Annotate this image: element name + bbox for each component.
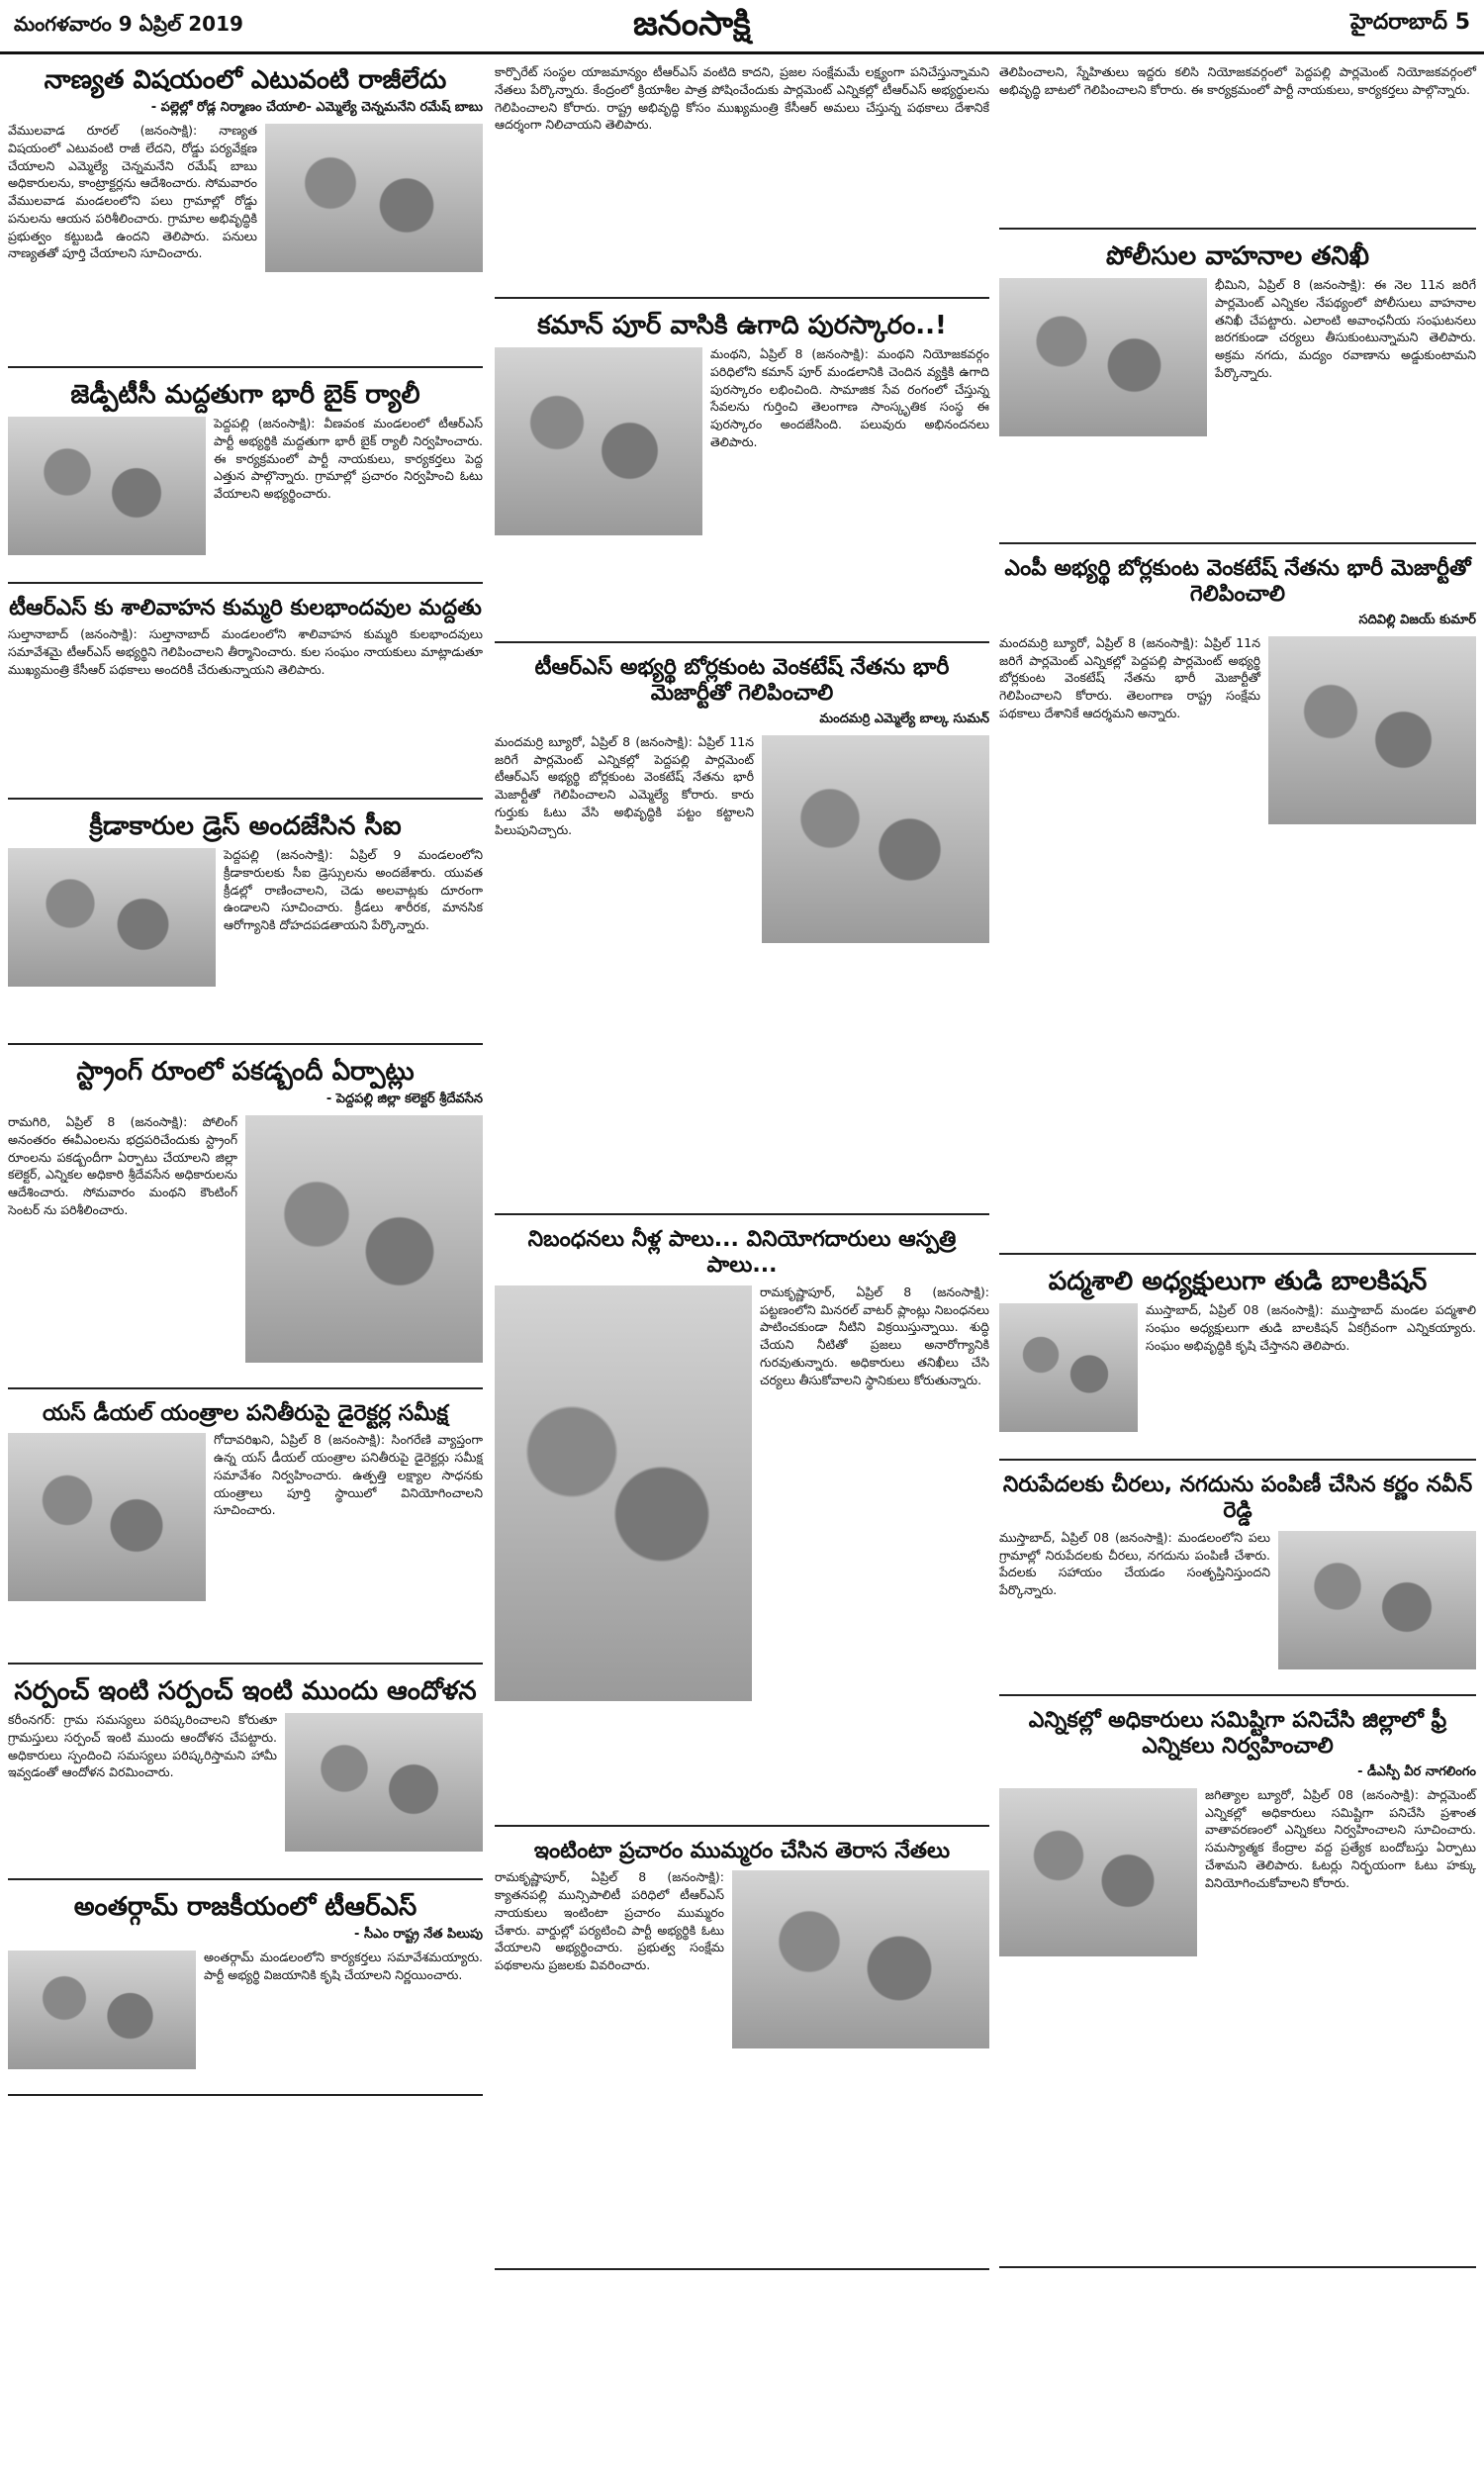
article-body: కార్పొరేట్ సంస్థల యాజమాన్యం టీఆర్ఎస్ వంటిది కాదని, ప్రజల సంక్షేమమే లక్ష్యంగా పనిచేస్తున్నామని నేతలు పేర్కొన్నారు. కేంద్రంలో క్రియాశీల పాత్ర పోషించేందుకు పార్లమెంట్ ఎన్నికల్లో టీఆర్ఎస్ అభ్యర్థులను గెలిపించాలని కోరారు. రాష్ట్ర అభివృద్ధి కోసం ముఖ్యమంత్రి కేసీఆర్ అమలు చేస్తున్న పథకాలు దేశానికే ఆదర్శంగా నిలిచాయని తెలిపారు. [495, 64, 989, 133]
article-body: మందమర్రి బ్యూరో, ఏప్రిల్ 8 (జనంసాక్షి): ఏప్రిల్ 11న జరిగే పార్లమెంట్ ఎన్నికల్లో పెద్దపల్లి పార్లమెంట్ అభ్యర్థి బోర్లకుంట వెంకటేష్ నేతను భారీ మెజార్టీతో గెలిపించాలని కోరారు. తెలంగాణ రాష్ట్ర సంక్షేమ పథకాలు దేశానికే ఆదర్శమని అన్నారు. [999, 634, 1260, 720]
article-body: గోదావరిఖని, ఏప్రిల్ 8 (జనంసాక్షి): సింగరేణి వ్యాప్తంగా ఉన్న యస్ డీయల్ యంత్రాల పనితీరుపై డైరెక్టర్లు సమీక్ష సమావేశం నిర్వహించారు. ఉత్పత్తి లక్ష్యాల సాధనకు యంత్రాలు పూర్తి స్థాయిలో వినియోగించాలని సూచించారు. [214, 1432, 483, 1518]
article [8, 1395, 483, 1665]
article [999, 1467, 1476, 1696]
article-photo [1278, 1531, 1476, 1669]
article-headline: ఎన్నికల్లో అధికారులు సమిష్టిగా పనిచేసి జిల్లాలో ఫ్రీ ఎన్నికలు నిర్వహించాలి [1028, 1708, 1447, 1760]
article [8, 806, 483, 1045]
article [495, 1833, 989, 2270]
article [8, 1670, 483, 1880]
article-headline: నిబంధనలు నీళ్ల పాలు... వినియోగదారులు ఆస్పత్రి పాలు... [527, 1227, 957, 1279]
article-body: కరీంనగర్: గ్రామ సమస్యలు పరిష్కరించాలని కోరుతూ గ్రామస్తులు సర్పంచ్ ఇంటి ముందు ఆందోళన చేపట్టారు. అధికారులు స్పందించి సమస్యలు పరిష్కరిస్తామని హామీ ఇవ్వడంతో ఆందోళన విరమించారు. [8, 1712, 277, 1780]
article-photo [1268, 636, 1476, 824]
article-photo [495, 1285, 752, 1701]
article-body: సుల్తానాబాద్ (జనంసాక్షి): సుల్తానాబాద్ మండలంలోని శాలివాహన కుమ్మరి కులభాందవులు సమావేశమై టీఆర్ఎస్ అభ్యర్థిని గెలిపించాలని తీర్మానించారు. కుల సంఘం నాయకులు మాట్లాడుతూ ముఖ్యమంత్రి కేసీఆర్ పథకాలు అందరికీ చేరుతున్నాయని తెలిపారు. [8, 626, 483, 677]
article-body: వేములవాడ రూరల్ (జనంసాక్షి): నాణ్యత విషయంలో ఎటువంటి రాజీ లేదని, రోడ్డు పర్యవేక్షణ చేయాలని ఎమ్మెల్యే చెన్నమనేని రమేష్ బాబు అధికారులను, కాంట్రాక్టర్లను ఆదేశించారు. సోమవారం వేములవాడ మండలంలోని పలు గ్రామాల్లో రోడ్డు పనులను ఆయన పరిశీలించారు. గ్రామాల అభివృద్ధికి ప్రభుత్వం కట్టుబడి ఉందని తెలిపారు. పనులు నాణ్యతతో పూర్తి చేయాలని సూచించారు. [8, 123, 257, 261]
article-subhead: - పెద్దపల్లి జిల్లా కలెక్టర్ శ్రీదేవసేన [325, 1092, 483, 1107]
article-headline: ఎంపీ అభ్యర్థి బోర్లకుంట వెంకటేష్ నేతను భారీ మెజార్టీతో గెలిపించాలి [1004, 556, 1471, 608]
article [999, 59, 1476, 230]
article-headline: టీఆర్ఎస్ అభ్యర్థి బోర్లకుంట వెంకటేష్ నేతను భారీ మెజార్టీతో గెలిపించాలి [534, 655, 950, 707]
article-headline: టీఆర్ఎస్ కు శాలివాహన కుమ్మరి కులభాందవుల మద్దతు [9, 596, 482, 620]
article-photo [8, 848, 216, 987]
article-photo [8, 1951, 196, 2069]
article [999, 236, 1476, 544]
article-body: రామగిరి, ఏప్రిల్ 8 (జనంసాక్షి): పోలింగ్ అనంతరం ఈవీఎంలను భద్రపరిచేందుకు స్ట్రాంగ్ రూంలను పకడ్బందీగా ఏర్పాటు చేయాలని జిల్లా కలెక్టర్, ఎన్నికల అధికారి శ్రీదేవసేన అధికారులను ఆదేశించారు. సోమవారం మంథని కౌంటింగ్ సెంటర్ ను పరిశీలించారు. [8, 1114, 237, 1217]
article-photo [495, 347, 702, 535]
article [8, 590, 483, 800]
column-2 [495, 59, 989, 2276]
article [8, 59, 483, 368]
masthead [0, 0, 1484, 54]
article-body: అంతర్గామ్ మండలంలోని కార్యకర్తలు సమావేశమయ్యారు. పార్టీ అభ్యర్థి విజయానికి కృషి చేయాలని నిర్ణయించారు. [204, 1950, 483, 1982]
article-headline: నాణ్యత విషయంలో ఎటువంటి రాజీలేదు [44, 65, 447, 95]
article-body: పెద్దపల్లి (జనంసాక్షి): వీణవంక మండలంలో టీఆర్ఎస్ పార్టీ అభ్యర్థికి మద్దతుగా భారీ బైక్ ర్యాలీ నిర్వహించారు. ఈ కార్యక్రమంలో పార్టీ నాయకులు, కార్యకర్తలు పెద్ద ఎత్తున పాల్గొన్నారు. గ్రామాల్లో ప్రచారం నిర్వహించి ఓటు వేయాలని అభ్యర్థించారు. [214, 416, 483, 502]
article [495, 1221, 989, 1827]
article-headline: యస్ డీయల్ యంత్రాల పనితీరుపై డైరెక్టర్ల సమీక్ష [43, 1401, 448, 1426]
article-subhead: మందమర్రి ఎమ్మెల్యే బాల్క సుమన్ [819, 711, 989, 726]
page-number: 5 [1454, 10, 1470, 35]
article [8, 374, 483, 584]
article-body: భీమిని, ఏప్రిల్ 8 (జనంసాక్షి): ఈ నెల 11న జరిగే పార్లమెంట్ ఎన్నికల నేపథ్యంలో పోలీసులు వాహనాల తనిఖీ చేపట్టారు. ఎలాంటి అవాంఛనీయ సంఘటనలు జరగకుండా చర్యలు తీసుకుంటున్నామని తెలిపారు. అక్రమ నగదు, మద్యం రవాణాను అడ్డుకుంటామని పేర్కొన్నారు. [1215, 277, 1476, 380]
article-body: మందమర్రి బ్యూరో, ఏప్రిల్ 8 (జనంసాక్షి): ఏప్రిల్ 11న జరిగే పార్లమెంట్ ఎన్నికల్లో పెద్దపల్లి పార్లమెంట్ టీఆర్ఎస్ అభ్యర్థి బోర్లకుంట వెంకటేష్ నేతను భారీ మెజార్టీతో గెలిపించాలని ఎమ్మెల్యే కోరారు. కారు గుర్తుకు ఓటు వేసి అభివృద్ధికి పట్టం కట్టాలని పిలుపునిచ్చారు. [495, 733, 754, 837]
edition-city: హైదరాబాద్ 5 [1350, 10, 1470, 35]
article [999, 550, 1476, 1255]
article-headline: పద్మశాలి అధ్యక్షులుగా తుడి బాలకిషన్ [1048, 1267, 1428, 1296]
article-headline: జెడ్పీటీసీ మద్దతుగా భారీ బైక్ ర్యాలీ [70, 380, 420, 410]
article-headline: సర్పంచ్ ఇంటి సర్పంచ్ ఇంటి ముందు ఆందోళన [14, 1676, 477, 1706]
article-photo [8, 417, 206, 555]
article-subhead: - సీఎం రాష్ట్ర నేత పిలుపు [354, 1927, 483, 1943]
article-body: మంథని, ఏప్రిల్ 8 (జనంసాక్షి): మంథని నియోజకవర్గం పరిధిలోని కమాన్ పూర్ మండలానికి చెందిన వ్యక్తికి ఉగాది పురస్కారం లభించింది. సామాజిక సేవ రంగంలో చేస్తున్న సేవలను గుర్తించి తెలంగాణ సాంస్కృతిక సంస్థ ఈ పురస్కారం అందజేసింది. పలువురు అభినందనలు తెలిపారు. [710, 346, 989, 449]
article-photo [285, 1713, 483, 1852]
article-headline: నిరుపేదలకు చీరలు, నగదును పంపిణీ చేసిన కర్ణం నవీన్ రెడ్డి [1002, 1473, 1473, 1524]
article-body: ముస్తాబాద్, ఏప్రిల్ 08 (జనంసాక్షి): ముస్తాబాద్ మండల పద్మశాలి సంఘం అధ్యక్షులుగా తుడి బాలకిషన్ ఏకగ్రీవంగా ఎన్నికయ్యారు. సంఘం అభివృద్ధికి కృషి చేస్తానని తెలిపారు. [1146, 1302, 1476, 1353]
article-photo [732, 1870, 989, 2048]
article-headline: ఇంటింటా ప్రచారం ముమ్మరం చేసిన తెరాస నేతలు [533, 1839, 951, 1863]
issue-date: మంగళవారం 9 ఏప్రిల్ 2019 [14, 12, 243, 36]
article-photo [999, 1788, 1197, 1956]
article-photo [245, 1115, 483, 1363]
column-3 [999, 59, 1476, 2274]
article [8, 1886, 483, 2096]
article-headline: కమాన్ పూర్ వాసికి ఉగాది పురస్కారం..! [537, 311, 947, 340]
article-body: తెలిపించాలని, స్నేహితులు ఇద్దరు కలిసి నియోజకవర్గంలో పెద్దపల్లి పార్లమెంట్ నియోజకవర్గంలో అభివృద్ధి బాటలో గెలిపించాలని కోరారు. ఈ కార్యక్రమంలో పార్టీ నాయకులు, కార్యకర్తలు పాల్గొన్నారు. [999, 64, 1476, 97]
article-subhead: - పల్లెల్లో రోడ్ల నిర్మాణం చేయాలి- ఎమ్మెల్యే చెన్నమనేని రమేష్ బాబు [150, 100, 483, 116]
article [495, 59, 989, 299]
article [495, 305, 989, 643]
article-subhead: - డీఎస్పీ వీర నాగలింగం [1357, 1763, 1476, 1779]
article-photo [8, 1433, 206, 1601]
article-headline: పోలీసుల వాహనాల తనిఖీ [1105, 241, 1370, 271]
article-body: రామకృష్ణాపూర్, ఏప్రిల్ 8 (జనంసాక్షి): పట్టణంలోని మినరల్ వాటర్ ప్లాంట్లు నిబంధనలు పాటించకుండా నీటిని విక్రయిస్తున్నాయి. శుద్ధి చేయని నీటితో ప్రజలు అనారోగ్యానికి గురవుతున్నారు. అధికారులు తనిఖీలు చేసి చర్యలు తీసుకోవాలని స్థానికులు కోరుతున్నారు. [760, 1284, 989, 1387]
article-photo [999, 278, 1207, 436]
article-photo [999, 1303, 1138, 1432]
column-1 [8, 59, 483, 2102]
article [999, 1261, 1476, 1461]
article-photo [762, 735, 989, 943]
article-body: రామకృష్ణాపూర్, ఏప్రిల్ 8 (జనంసాక్షి): క్యాతనపల్లి మున్సిపాలిటీ పరిధిలో టీఆర్ఎస్ నాయకులు ఇంటింటా ప్రచారం ముమ్మరం చేశారు. వార్డుల్లో పర్యటించి పార్టీ అభ్యర్థికి ఓటు వేయాలని అభ్యర్థించారు. ప్రభుత్వ సంక్షేమ పథకాలను ప్రజలకు వివరించారు. [495, 1869, 724, 1973]
article-body: జగిత్యాల బ్యూరో, ఏప్రిల్ 08 (జనంసాక్షి): పార్లమెంట్ ఎన్నికల్లో అధికారులు సమిష్టిగా పనిచేసి ప్రశాంత వాతావరణంలో ఎన్నికలు నిర్వహించాలని సూచించారు. సమస్యాత్మక కేంద్రాల వద్ద ప్రత్యేక బందోబస్తు ఏర్పాటు చేశామని తెలిపారు. ఓటర్లు నిర్భయంగా ఓటు హక్కు వినియోగించుకోవాలని కోరారు. [1205, 1786, 1476, 1890]
article [8, 1051, 483, 1389]
article-headline: స్ట్రాంగ్ రూంలో పకడ్బందీ ఏర్పాట్లు [76, 1057, 415, 1087]
article-body: పెద్దపల్లి (జనంసాక్షి): ఏప్రిల్ 9 మండలంలోని క్రీడాకారులకు సీఐ డ్రెస్సులను అందజేశారు. యువత క్రీడల్లో రాణించాలని, చెడు అలవాట్లకు దూరంగా ఉండాలని సూచించారు. క్రీడలు శారీరక, మానసిక ఆరోగ్యానికి దోహదపడతాయని పేర్కొన్నారు. [224, 847, 483, 933]
article-photo [265, 124, 483, 272]
article-headline: క్రీడాకారుల డ్రెస్ అందజేసిన సీఐ [89, 811, 402, 841]
article [495, 649, 989, 1215]
article-body: ముస్తాబాద్, ఏప్రిల్ 08 (జనంసాక్షి): మండలంలోని పలు గ్రామాల్లో నిరుపేదలకు చీరలు, నగదును పంపిణీ చేశారు. పేదలకు సహాయం చేయడం సంతృప్తినిస్తుందని పేర్కొన్నారు. [999, 1529, 1270, 1598]
article [999, 1702, 1476, 2268]
article-headline: అంతర్గామ్ రాజకీయంలో టీఆర్ఎస్ [73, 1892, 417, 1922]
article-subhead: సదివిల్లి విజయ్ కుమార్ [1358, 612, 1476, 627]
newspaper-logo: జనంసాక్షి [633, 4, 751, 44]
